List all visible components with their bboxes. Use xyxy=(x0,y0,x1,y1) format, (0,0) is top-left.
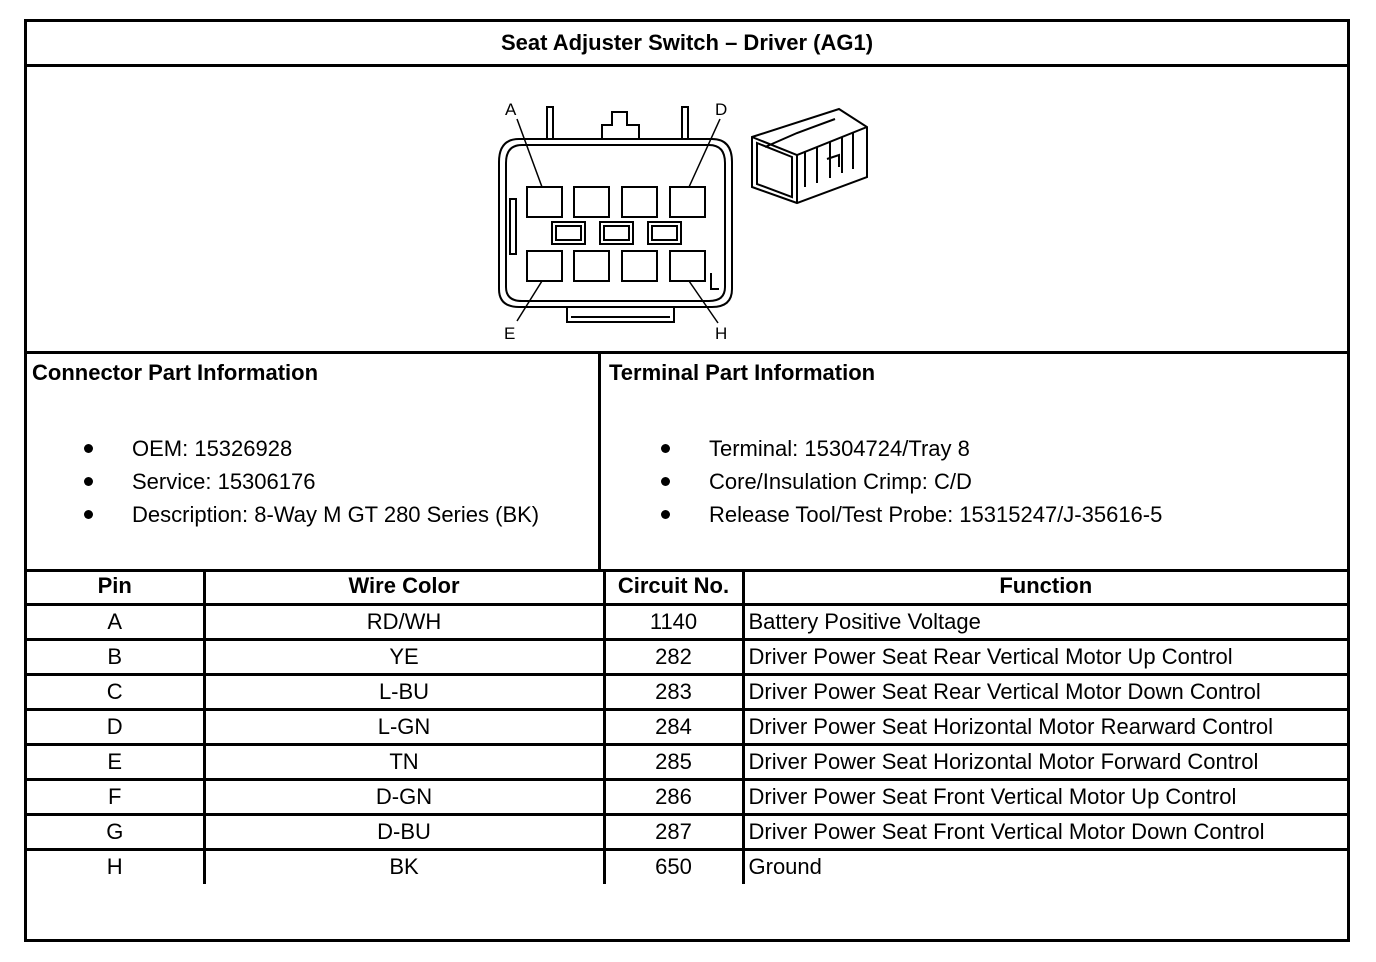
table-header-row xyxy=(27,569,1347,604)
cell-wire-color: D-GN xyxy=(204,779,604,814)
terminal-release-tool: Release Tool/Test Probe: 15315247/J-35616-5 xyxy=(709,502,1163,527)
table-row xyxy=(27,674,1347,709)
cell-circuit: 1140 xyxy=(604,604,743,639)
sheet-title: Seat Adjuster Switch – Driver (AG1) xyxy=(27,22,1347,67)
bullet-icon xyxy=(84,444,93,453)
header-wire-color: Wire Color xyxy=(204,569,604,604)
cell-pin: A xyxy=(27,604,204,639)
cell-circuit: 650 xyxy=(604,849,743,884)
cell-function: Ground xyxy=(743,849,1347,884)
connector-diagram xyxy=(27,67,1347,354)
pin-label-d: D xyxy=(715,100,728,119)
cell-function: Driver Power Seat Horizontal Motor Forward Control xyxy=(743,744,1347,779)
terminal-number: Terminal: 15304724/Tray 8 xyxy=(709,436,970,461)
cell-function: Driver Power Seat Horizontal Motor Rearward Control xyxy=(743,709,1347,744)
table-row xyxy=(27,779,1347,814)
terminal-crimp: Core/Insulation Crimp: C/D xyxy=(709,469,972,494)
cell-circuit: 286 xyxy=(604,779,743,814)
bullet-icon xyxy=(661,510,670,519)
bullet-icon xyxy=(84,477,93,486)
cell-circuit: 284 xyxy=(604,709,743,744)
connector-oem: OEM: 15326928 xyxy=(132,436,293,461)
table-row xyxy=(27,849,1347,884)
cell-pin: B xyxy=(27,639,204,674)
pin-label-h: H xyxy=(715,324,728,343)
cell-pin: C xyxy=(27,674,204,709)
connector-info-heading: Connector Part Information xyxy=(32,360,319,385)
connector-sheet xyxy=(24,19,1350,942)
cell-wire-color: TN xyxy=(204,744,604,779)
cell-wire-color: L-GN xyxy=(204,709,604,744)
cell-wire-color: YE xyxy=(204,639,604,674)
connector-part-info xyxy=(27,354,601,569)
cell-pin: D xyxy=(27,709,204,744)
table-row xyxy=(27,814,1347,849)
cell-wire-color: L-BU xyxy=(204,674,604,709)
header-function: Function xyxy=(743,569,1347,604)
cell-function: Battery Positive Voltage xyxy=(743,604,1347,639)
connector-service: Service: 15306176 xyxy=(132,469,316,494)
pin-label-e: E xyxy=(504,324,516,343)
cell-function: Driver Power Seat Front Vertical Motor Up Control xyxy=(743,779,1347,814)
cell-circuit: 282 xyxy=(604,639,743,674)
header-circuit-no: Circuit No. xyxy=(604,569,743,604)
table-row xyxy=(27,744,1347,779)
connector-face-drawing xyxy=(27,67,1347,351)
bullet-icon xyxy=(661,444,670,453)
cell-wire-color: RD/WH xyxy=(204,604,604,639)
pin-label-a: A xyxy=(505,100,517,119)
cell-wire-color: BK xyxy=(204,849,604,884)
connector-description: Description: 8-Way M GT 280 Series (BK) xyxy=(132,502,540,527)
cell-circuit: 283 xyxy=(604,674,743,709)
cell-pin: H xyxy=(27,849,204,884)
cell-pin: G xyxy=(27,814,204,849)
bullet-icon xyxy=(84,510,93,519)
table-row xyxy=(27,604,1347,639)
cell-pin: F xyxy=(27,779,204,814)
terminal-info-heading: Terminal Part Information xyxy=(609,360,876,385)
cell-circuit: 287 xyxy=(604,814,743,849)
cell-function: Driver Power Seat Front Vertical Motor Down Control xyxy=(743,814,1347,849)
cell-function: Driver Power Seat Rear Vertical Motor Up Control xyxy=(743,639,1347,674)
part-information xyxy=(27,354,1347,572)
cell-wire-color: D-BU xyxy=(204,814,604,849)
cell-circuit: 285 xyxy=(604,744,743,779)
table-row xyxy=(27,639,1347,674)
bullet-icon xyxy=(661,477,670,486)
terminal-part-info xyxy=(604,354,1347,569)
cell-pin: E xyxy=(27,744,204,779)
header-pin: Pin xyxy=(27,569,204,604)
pin-table xyxy=(27,569,1347,884)
table-row xyxy=(27,709,1347,744)
cell-function: Driver Power Seat Rear Vertical Motor Down Control xyxy=(743,674,1347,709)
